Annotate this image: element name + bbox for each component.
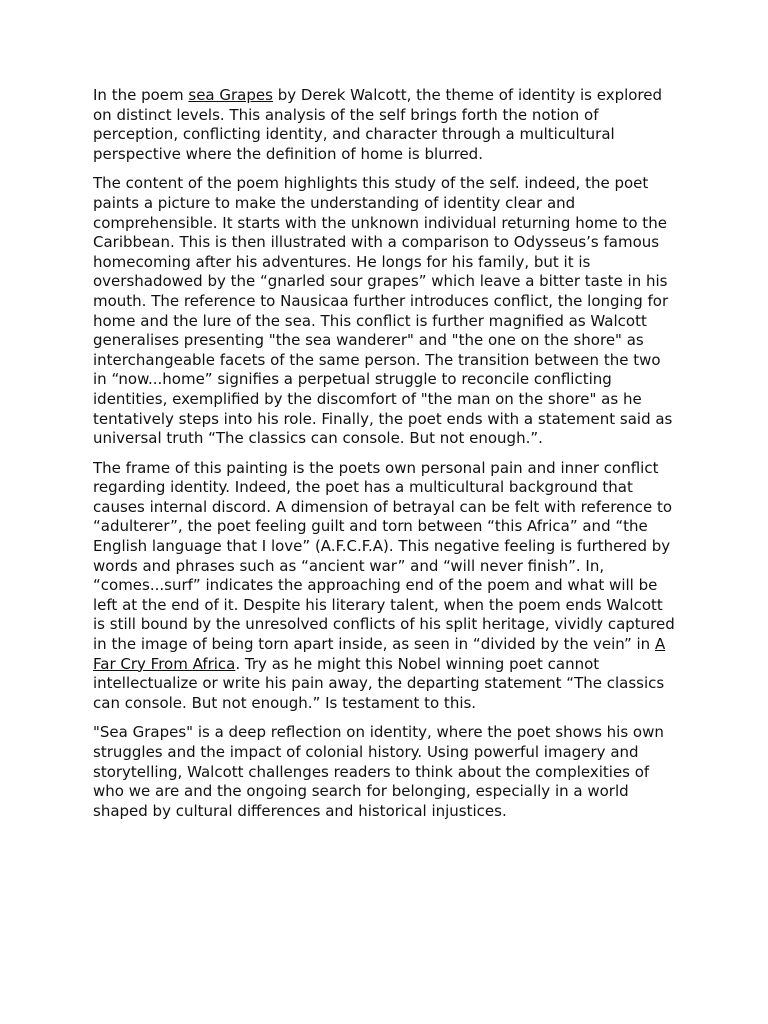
- text-segment: by Derek Walcott, the theme of identity is explored on distinct levels. This analysis of the self brings forth the notion of perception, conflicting identity, and character through a multicultural perspective where the definition of home is blurred.: [93, 86, 663, 163]
- poem-title-far-cry-from-africa: A Far Cry From Africa: [93, 635, 666, 673]
- text-segment: The content of the poem highlights this study of the self. indeed, the poet paints a picture to make the understanding of identity clear and comprehensible. It starts with the unknown individual returning home to the Caribbean. This is then illustrated with a comparison to Odysseus’s famous homecoming after his adventures. He longs for his family, but it is overshadowed by the “gnarled sour grapes” which leave a bitter taste in his mouth. The reference to Nausicaa further introduces conflict, the longing for home and the lure of the sea. This conflict is further magnified as Walcott generalises presenting "the sea wanderer" and "the one on the shore" as interchangeable facets of the same person. The transition between the two in “now...home” signifies a perpetual struggle to reconcile conflicting identities, exemplified by the discomfort of "the man on the shore" as he tentatively steps into his role. Finally, the poet ends with a statement said as universal truth “The classics can console. But not enough.”.: [93, 174, 673, 448]
- paragraph-frame: [93, 459, 675, 714]
- text-segment: The frame of this painting is the poets own personal pain and inner conflict regarding identity. Indeed, the poet has a multicultural background that causes internal discord. A dimension of betrayal can be felt with reference to “adulterer”, the poet feeling guilt and torn between “this Africa” and “the English language that I love” (A.F.C.F.A). This negative feeling is furthered by words and phrases such as “ancient war” and “will never finish”. In, “comes...surf” indicates the approaching end of the poem and what will be left at the end of it. Despite his literary talent, when the poem ends Walcott is still bound by the unresolved conflicts of his split heritage, vividly captured in the image of being torn apart inside, as seen in “divided by the vein” in: [93, 458, 675, 654]
- paragraph-intro: [93, 86, 675, 164]
- text-segment: . Try as he might this Nobel winning poet cannot intellectualize or write his pain away, the departing statement “The classics can console. But not enough.” Is testament to this.: [93, 654, 665, 712]
- document-page: [93, 86, 675, 831]
- poem-title-sea-grapes: sea Grapes: [188, 86, 273, 104]
- text-segment: In the poem: [93, 86, 189, 104]
- text-segment: "Sea Grapes" is a deep reflection on identity, where the poet shows his own struggles and the impact of colonial history. Using powerful imagery and storytelling, Walcott challenges readers to think about the complexities of who we are and the ongoing search for belonging, especially in a world shaped by cultural differences and historical injustices.: [93, 723, 664, 820]
- paragraph-content: [93, 174, 675, 448]
- paragraph-conclusion: [93, 723, 675, 821]
